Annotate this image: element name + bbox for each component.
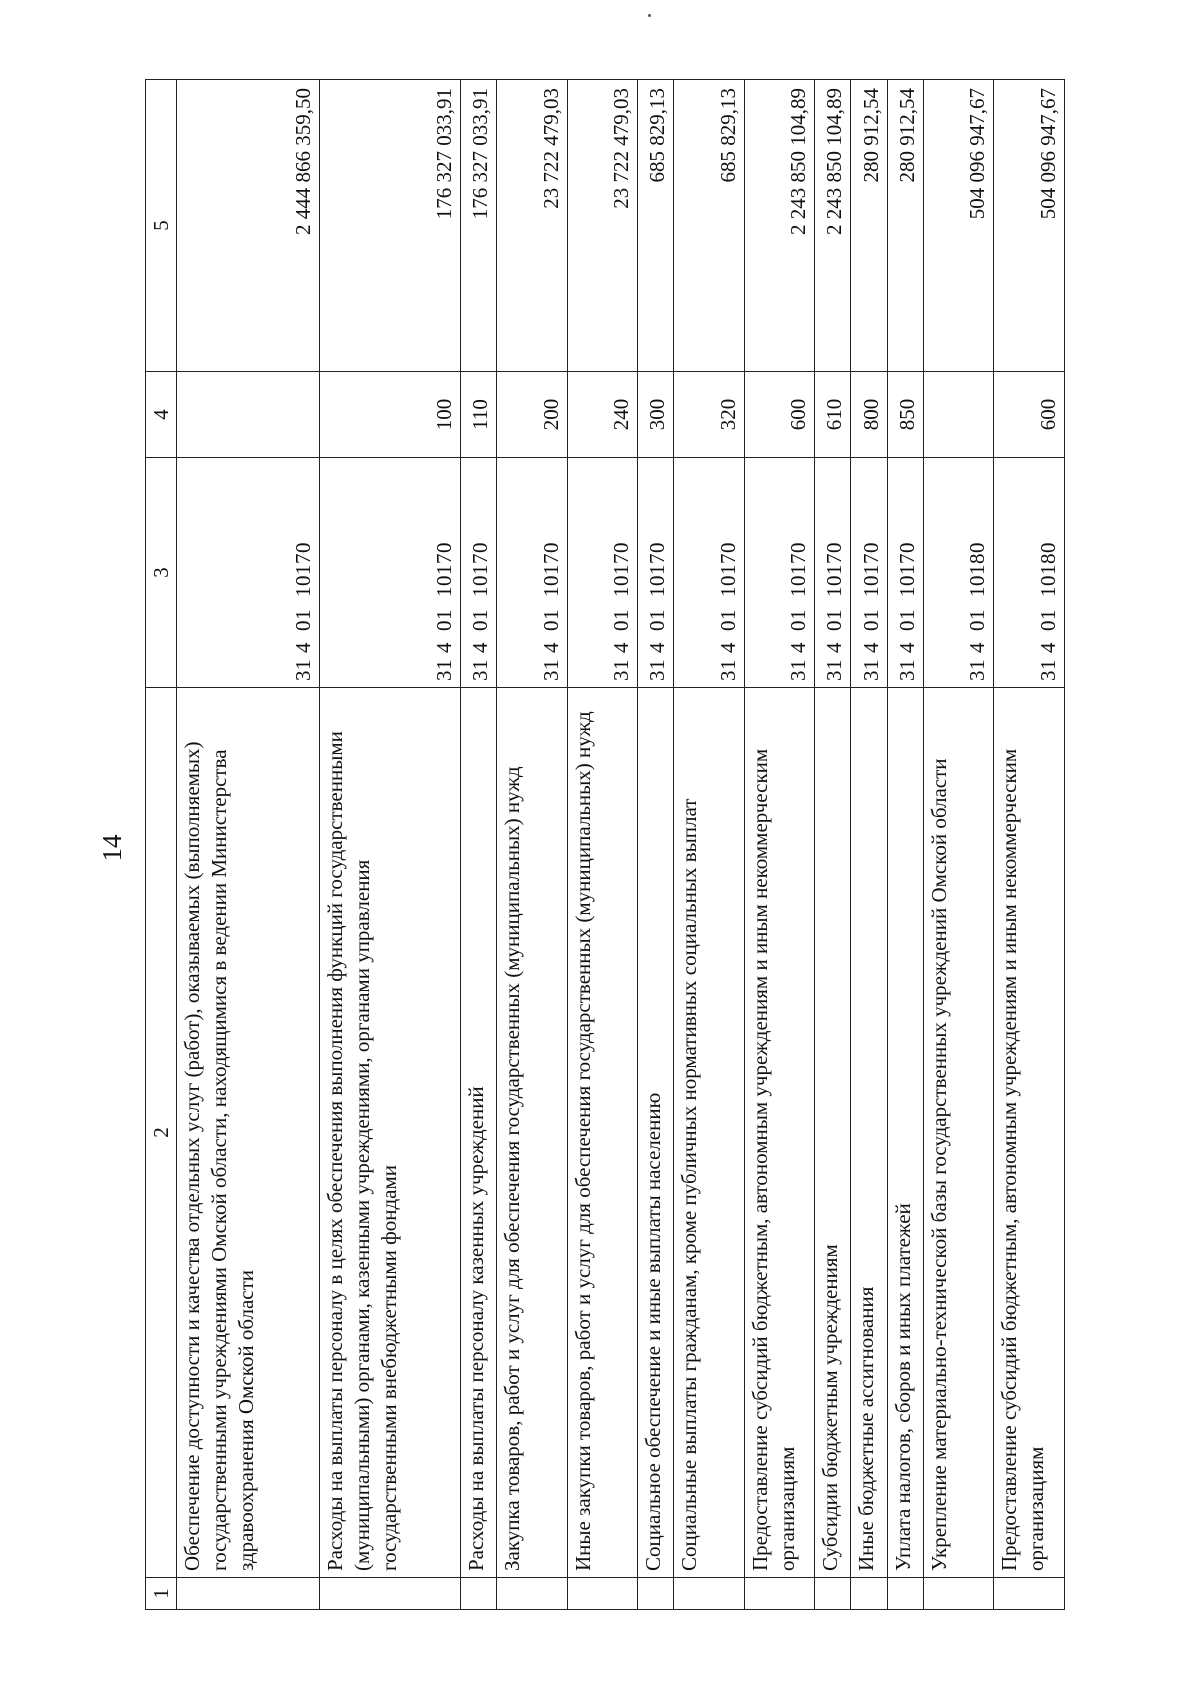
- code-part: 4: [645, 642, 670, 653]
- code-part: 01: [291, 609, 316, 631]
- cell-col-1: [497, 1578, 567, 1610]
- code-part: 31: [608, 659, 633, 681]
- cell-expense-type: 610: [815, 372, 851, 458]
- cell-amount: 280 912,54: [887, 80, 923, 372]
- code-part: 01: [786, 609, 811, 631]
- cell-amount: 504 096 947,67: [924, 80, 994, 372]
- code-part: 31: [965, 659, 990, 681]
- cell-code: [674, 458, 744, 688]
- cell-expense-type: 300: [637, 372, 673, 458]
- code-part: 4: [895, 642, 920, 653]
- rotated-table-frame: [145, 80, 1065, 1610]
- code-part: 4: [431, 642, 456, 653]
- cell-expense-type: 600: [744, 372, 814, 458]
- code-part: 31: [822, 659, 847, 681]
- code-part: 10170: [786, 542, 811, 597]
- cell-code: [177, 458, 320, 688]
- table-row: [924, 80, 994, 1610]
- code-part: 31: [858, 659, 883, 681]
- code-part: 4: [1036, 642, 1060, 653]
- cell-name: Иные бюджетные ассигнования: [851, 688, 887, 1578]
- page-number: 14: [97, 834, 127, 862]
- code-part: 10170: [538, 542, 563, 597]
- table-row: [177, 80, 320, 1610]
- cell-code: [994, 458, 1065, 688]
- code-part: 10180: [1036, 542, 1060, 597]
- cell-amount: 2 243 850 104,89: [815, 80, 851, 372]
- cell-amount: 685 829,13: [674, 80, 744, 372]
- cell-amount: 685 829,13: [637, 80, 673, 372]
- cell-col-1: [674, 1578, 744, 1610]
- cell-code: [815, 458, 851, 688]
- code-part: 4: [608, 642, 633, 653]
- cell-amount: 23 722 479,03: [497, 80, 567, 372]
- header-col-3: 3: [146, 458, 177, 688]
- code-part: 10180: [965, 542, 990, 597]
- code-part: 01: [431, 609, 456, 631]
- cell-expense-type: 850: [887, 372, 923, 458]
- cell-name: Расходы на выплаты персоналу в целях обеспечения выполнения функций государственными (муниципальными) органами, казенными учреждениями, органами управления государственными внебюджетными фондами: [320, 688, 461, 1578]
- cell-name: Предоставление субсидий бюджетным, автономным учреждениям и иным некоммерческим организациям: [744, 688, 814, 1578]
- cell-expense-type: [177, 372, 320, 458]
- scan-speck: [648, 14, 651, 17]
- cell-amount: 280 912,54: [851, 80, 887, 372]
- cell-amount: 504 096 947,67: [994, 80, 1065, 372]
- header-col-2: 2: [146, 688, 177, 1578]
- cell-code: [924, 458, 994, 688]
- code-part: 01: [468, 609, 493, 631]
- table-body: [177, 80, 1065, 1610]
- cell-col-1: [637, 1578, 673, 1610]
- code-part: 10170: [291, 542, 316, 597]
- cell-expense-type: 100: [320, 372, 461, 458]
- cell-name: Обеспечение доступности и качества отдельных услуг (работ), оказываемых (выполняемых) государственными учреждениями Омской области, находящимися в ведении Министерства здравоохранения Омской области: [177, 688, 320, 1578]
- header-col-1: 1: [146, 1578, 177, 1610]
- cell-name: Иные закупки товаров, работ и услуг для обеспечения государственных (муниципальных) нужд: [567, 688, 637, 1578]
- cell-code: [320, 458, 461, 688]
- code-part: 10170: [468, 542, 493, 597]
- cell-code: [637, 458, 673, 688]
- code-part: 4: [858, 642, 883, 653]
- cell-amount: 2 243 850 104,89: [744, 80, 814, 372]
- cell-name: Укрепление материально-технической базы государственных учреждений Омской области: [924, 688, 994, 1578]
- code-part: 10170: [822, 542, 847, 597]
- cell-name: Социальные выплаты гражданам, кроме публичных нормативных социальных выплат: [674, 688, 744, 1578]
- budget-table: [145, 79, 1065, 1610]
- table-row: [320, 80, 461, 1610]
- code-part: 31: [468, 659, 493, 681]
- table-row: [744, 80, 814, 1610]
- cell-col-1: [924, 1578, 994, 1610]
- cell-col-1: [887, 1578, 923, 1610]
- code-part: 01: [608, 609, 633, 631]
- code-part: 10170: [608, 542, 633, 597]
- cell-name: Социальное обеспечение и иные выплаты населению: [637, 688, 673, 1578]
- table-row: [497, 80, 567, 1610]
- header-row: [146, 80, 177, 1610]
- code-part: 31: [715, 659, 740, 681]
- code-part: 10170: [895, 542, 920, 597]
- code-part: 01: [715, 609, 740, 631]
- code-part: 4: [822, 642, 847, 653]
- cell-col-1: [567, 1578, 637, 1610]
- cell-col-1: [320, 1578, 461, 1610]
- cell-code: [497, 458, 567, 688]
- cell-col-1: [994, 1578, 1065, 1610]
- cell-expense-type: 600: [994, 372, 1065, 458]
- code-part: 4: [786, 642, 811, 653]
- budget-table-container: [145, 80, 1065, 1610]
- cell-expense-type: 200: [497, 372, 567, 458]
- cell-amount: 176 327 033,91: [460, 80, 496, 372]
- cell-name: Предоставление субсидий бюджетным, автономным учреждениям и иным некоммерческим организациям: [994, 688, 1065, 1578]
- table-row: [887, 80, 923, 1610]
- code-part: 01: [1036, 609, 1060, 631]
- table-row: [815, 80, 851, 1610]
- code-part: 31: [786, 659, 811, 681]
- code-part: 31: [1036, 659, 1060, 681]
- cell-name: Субсидии бюджетным учреждениям: [815, 688, 851, 1578]
- code-part: 4: [715, 642, 740, 653]
- cell-code: [887, 458, 923, 688]
- cell-expense-type: 110: [460, 372, 496, 458]
- table-row: [994, 80, 1065, 1610]
- cell-amount: 176 327 033,91: [320, 80, 461, 372]
- code-part: 31: [291, 659, 316, 681]
- code-part: 31: [895, 659, 920, 681]
- cell-col-1: [177, 1578, 320, 1610]
- cell-expense-type: 800: [851, 372, 887, 458]
- code-part: 10170: [858, 542, 883, 597]
- code-part: 01: [965, 609, 990, 631]
- cell-col-1: [815, 1578, 851, 1610]
- header-col-5: 5: [146, 80, 177, 372]
- cell-expense-type: [924, 372, 994, 458]
- table-row: [460, 80, 496, 1610]
- cell-code: [567, 458, 637, 688]
- code-part: 31: [645, 659, 670, 681]
- cell-code: [744, 458, 814, 688]
- table-row: [637, 80, 673, 1610]
- cell-col-1: [851, 1578, 887, 1610]
- cell-amount: 23 722 479,03: [567, 80, 637, 372]
- cell-expense-type: 320: [674, 372, 744, 458]
- header-col-4: 4: [146, 372, 177, 458]
- code-part: 10170: [431, 542, 456, 597]
- code-part: 10170: [645, 542, 670, 597]
- code-part: 01: [858, 609, 883, 631]
- cell-col-1: [460, 1578, 496, 1610]
- cell-name: Расходы на выплаты персоналу казенных учреждений: [460, 688, 496, 1578]
- code-part: 01: [895, 609, 920, 631]
- cell-code: [460, 458, 496, 688]
- code-part: 10170: [715, 542, 740, 597]
- cell-col-1: [744, 1578, 814, 1610]
- cell-name: Уплата налогов, сборов и иных платежей: [887, 688, 923, 1578]
- table-row: [567, 80, 637, 1610]
- code-part: 4: [291, 642, 316, 653]
- code-part: 01: [822, 609, 847, 631]
- cell-code: [851, 458, 887, 688]
- cell-expense-type: 240: [567, 372, 637, 458]
- table-row: [851, 80, 887, 1610]
- code-part: 01: [645, 609, 670, 631]
- cell-amount: 2 444 866 359,50: [177, 80, 320, 372]
- code-part: 01: [538, 609, 563, 631]
- code-part: 31: [431, 659, 456, 681]
- code-part: 4: [965, 642, 990, 653]
- cell-name: Закупка товаров, работ и услуг для обеспечения государственных (муниципальных) нужд: [497, 688, 567, 1578]
- code-part: 4: [538, 642, 563, 653]
- code-part: 31: [538, 659, 563, 681]
- code-part: 4: [468, 642, 493, 653]
- table-row: [674, 80, 744, 1610]
